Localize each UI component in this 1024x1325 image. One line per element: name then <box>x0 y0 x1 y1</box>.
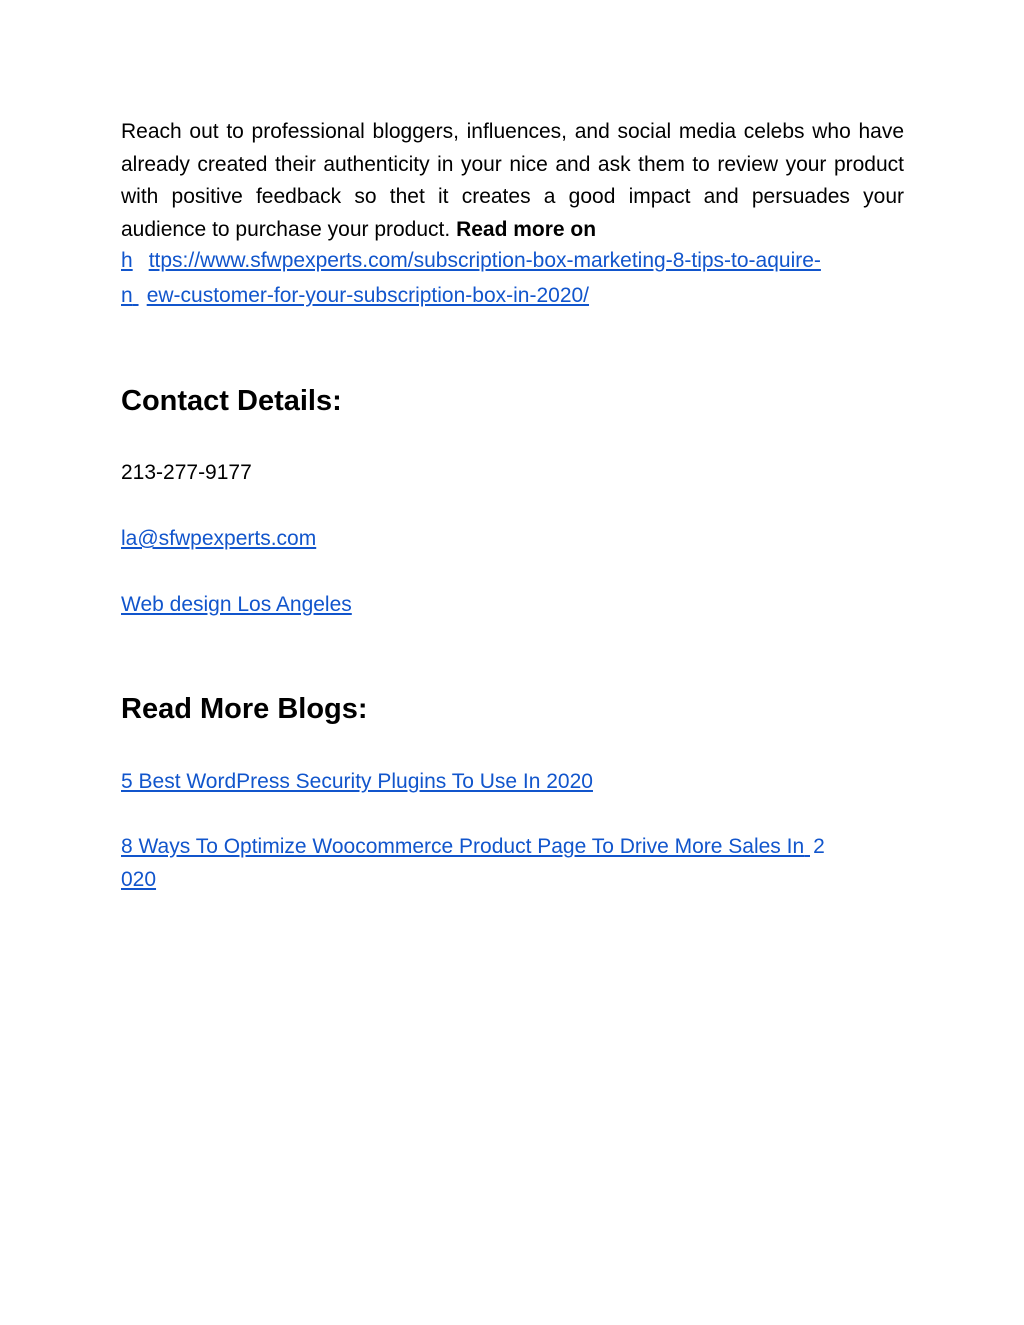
blog-link-woocommerce-line-1[interactable] <box>121 835 825 859</box>
contact-phone: 213-277-9177 <box>121 461 252 484</box>
article-url-part[interactable]: n <box>121 284 133 307</box>
contact-email-link[interactable]: la@sfwpexperts.com <box>121 527 317 550</box>
intro-text: Reach out to professional bloggers, influences, and social media celebs who have already created their authenticity in your nice and ask them to review your product with positive feedback so thet it creates a good impact and persuades your audience to purchase your product. <box>121 120 904 241</box>
blog-link-woocommerce-line-2[interactable]: 020 <box>121 868 157 891</box>
contact-heading: Contact Details: <box>121 385 342 417</box>
intro-paragraph <box>121 116 904 246</box>
url-gap <box>133 282 145 310</box>
blog-link-woocommerce[interactable]: 2 <box>813 835 825 858</box>
article-url-part[interactable]: h <box>121 249 133 272</box>
article-url-part[interactable]: ew-customer-for-your-subscription-box-in-2020/ <box>146 284 590 307</box>
article-url-line-1[interactable] <box>121 247 821 275</box>
blog-link-security-plugins[interactable]: 5 Best WordPress Security Plugins To Use In 2020 <box>121 770 593 793</box>
article-url-line-2[interactable] <box>121 282 589 310</box>
article-url-part[interactable]: ttps://www.sfwpexperts.com/subscription-box-marketing-8-tips-to-aquire- <box>148 249 821 272</box>
web-design-link[interactable]: Web design Los Angeles <box>121 593 352 616</box>
blogs-heading: Read More Blogs: <box>121 693 368 725</box>
blog-link-woocommerce[interactable]: 8 Ways To Optimize Woocommerce Product Page To Drive More Sales In <box>121 835 805 858</box>
read-more-label: Read more on <box>456 217 597 241</box>
